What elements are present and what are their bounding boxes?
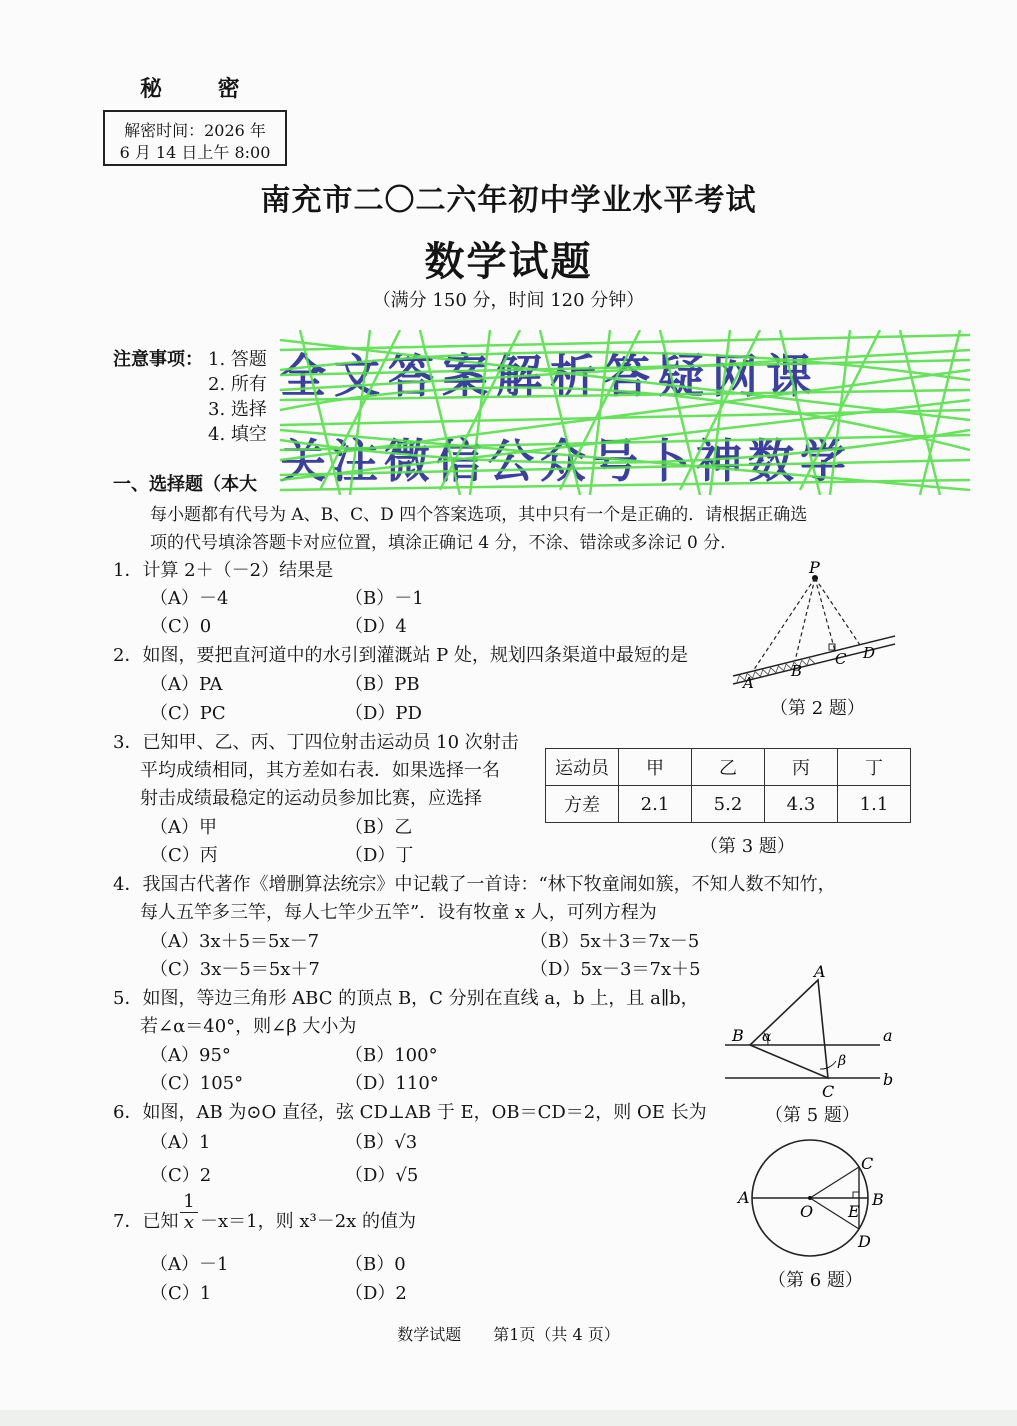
q4-option-a: （A）3x＋5＝5x－7 xyxy=(150,931,320,952)
q5-option-c: （C）105° xyxy=(150,1073,244,1094)
q7-fraction xyxy=(180,1192,198,1233)
fig5-angle-beta: β xyxy=(838,1053,847,1069)
fig6-label-e: E xyxy=(848,1202,860,1221)
q4-stem-2: 每人五竿多三竿，每人七竿少五竿”．设有牧童 x 人，可列方程为 xyxy=(140,902,657,923)
q7-option-d: （D）2 xyxy=(345,1283,407,1304)
q3-stem-1: 3．已知甲、乙、丙、丁四位射击运动员 10 次射击 xyxy=(113,732,519,753)
q3-caption: （第 3 题） xyxy=(700,836,795,857)
q6-stem: 6．如图，AB 为⊙O 直径，弦 CD⊥AB 于 E，OB＝CD＝2，则 OE 长为 xyxy=(113,1102,707,1123)
fig5-label-a: A xyxy=(814,965,826,981)
fig6-label-c: C xyxy=(861,1154,874,1173)
q2-option-d: （D）PD xyxy=(345,703,422,724)
table-cell: 1.1 xyxy=(838,786,911,823)
q2-option-c: （C）PC xyxy=(150,703,226,724)
fig6-label-b: B xyxy=(872,1190,884,1209)
note-item-3: 3. 选择 xyxy=(208,399,267,420)
table-cell: 5.2 xyxy=(692,786,765,823)
page-footer: 数学试题 第1页（共 4 页） xyxy=(397,1325,620,1344)
q4-stem-1: 4．我国古代著作《增删算法统宗》中记载了一首诗：“林下牧童闹如簇，不知人数不知竹， xyxy=(113,874,836,895)
q6-option-a: （A）1 xyxy=(150,1132,211,1153)
fig6-label-o: O xyxy=(800,1202,814,1221)
q3-option-b: （B）乙 xyxy=(345,817,413,838)
exam-title: 南充市二〇二六年初中学业水平考试 xyxy=(260,183,757,218)
table-row xyxy=(546,786,911,823)
q2-caption: （第 2 题） xyxy=(770,698,865,719)
q4-option-c: （C）3x－5＝5x＋7 xyxy=(150,959,320,980)
q6-caption: （第 6 题） xyxy=(768,1270,863,1291)
table-cell: 乙 xyxy=(692,749,765,786)
watermark xyxy=(280,330,970,495)
q7-option-c: （C）1 xyxy=(150,1283,212,1304)
table-cell: 运动员 xyxy=(546,749,619,786)
fig5-line-a: a xyxy=(883,1026,893,1045)
q6-option-b: （B）√3 xyxy=(345,1132,418,1153)
figure-q2 xyxy=(725,558,905,688)
q2-option-b: （B）PB xyxy=(345,674,420,695)
note-item-2: 2. 所有 xyxy=(208,374,267,395)
section-heading: 一、选择题（本大 xyxy=(113,474,257,495)
q5-stem-2: 若∠α＝40°，则∠β 大小为 xyxy=(140,1016,357,1037)
q7-option-b: （B）0 xyxy=(345,1254,406,1275)
variance-table xyxy=(545,748,911,823)
declassify-line-1: 解密时间：2026 年 xyxy=(124,121,266,140)
subject-title: 数学试题 xyxy=(424,238,593,285)
q3-option-c: （C）丙 xyxy=(150,845,218,866)
q1-stem: 1．计算 2＋（－2）结果是 xyxy=(113,560,334,581)
q5-option-d: （D）110° xyxy=(345,1073,439,1094)
notes-label: 注意事项： xyxy=(113,349,203,370)
table-cell: 丙 xyxy=(765,749,838,786)
q5-caption: （第 5 题） xyxy=(765,1105,860,1126)
watermark-line-2: 关注微信公众号卜神数学 xyxy=(280,434,852,488)
scribble-overlay xyxy=(280,330,970,495)
fig5-label-b: B xyxy=(732,1026,744,1045)
q5-stem-1: 5．如图，等边三角形 ABC 的顶点 B，C 分别在直线 a，b 上，且 a∥b， xyxy=(113,988,699,1009)
fig2-label-p: P xyxy=(809,558,820,577)
table-cell: 甲 xyxy=(619,749,692,786)
watermark-line-1: 全文答案解析答疑网课 xyxy=(280,349,820,403)
fig2-label-b: B xyxy=(791,662,803,680)
secret-mark: 秘 密 xyxy=(140,76,264,102)
declassify-line-2: 6 月 14 日上午 8:00 xyxy=(119,143,271,162)
q7-suffix: －x＝1，则 x³－2x 的值为 xyxy=(200,1211,417,1232)
q4-option-d: （D）5x－3＝7x＋5 xyxy=(530,959,701,980)
table-cell: 方差 xyxy=(546,786,619,823)
section-instruction-2: 项的代号填涂答题卡对应位置，填涂正确记 4 分，不涂、错涂或多涂记 0 分． xyxy=(150,533,738,553)
q5-option-b: （B）100° xyxy=(345,1045,438,1066)
q7-option-a: （A）－1 xyxy=(150,1254,229,1275)
q2-stem: 2．如图，要把直河道中的水引到灌溉站 P 处，规划四条渠道中最短的是 xyxy=(113,645,689,666)
q6-option-d: （D）√5 xyxy=(345,1165,419,1186)
q7-prefix: 7．已知 xyxy=(113,1211,179,1232)
section-instruction-1: 每小题都有代号为 A、B、C、D 四个答案选项，其中只有一个是正确的．请根据正确选 xyxy=(150,505,808,525)
exam-subtitle: （满分 150 分，时间 120 分钟） xyxy=(372,290,645,311)
q3-stem-2: 平均成绩相同，其方差如右表．如果选择一名 xyxy=(140,760,500,781)
q2-option-a: （A）PA xyxy=(150,674,223,695)
declassify-box xyxy=(103,110,287,166)
q7-fraction-numerator: 1 xyxy=(183,1191,195,1212)
note-item-1: 1. 答题 xyxy=(208,349,267,370)
fig2-label-d: D xyxy=(863,644,876,662)
q3-option-a: （A）甲 xyxy=(150,817,217,838)
q1-option-d: （D）4 xyxy=(345,616,407,637)
fig6-label-d: D xyxy=(858,1232,871,1251)
figure-q5 xyxy=(720,965,905,1100)
table-cell: 丁 xyxy=(838,749,911,786)
q6-option-c: （C）2 xyxy=(150,1165,212,1186)
q1-option-a: （A）－4 xyxy=(150,588,229,609)
figure-q6 xyxy=(730,1135,900,1270)
q5-option-a: （A）95° xyxy=(150,1045,231,1066)
q3-option-d: （D）丁 xyxy=(345,845,414,866)
q4-option-b: （B）5x＋3＝7x－5 xyxy=(530,931,700,952)
fig6-label-a: A xyxy=(738,1188,750,1207)
table-header-row xyxy=(546,749,911,786)
fig2-label-c: C xyxy=(835,650,847,668)
q1-option-b: （B）－1 xyxy=(345,588,424,609)
bottom-edge xyxy=(0,1410,1017,1426)
q7-fraction-denominator: x xyxy=(180,1212,198,1233)
table-cell: 4.3 xyxy=(765,786,838,823)
q1-option-c: （C）0 xyxy=(150,616,212,637)
fig5-line-b: b xyxy=(883,1070,894,1089)
table-cell: 2.1 xyxy=(619,786,692,823)
fig5-label-c: C xyxy=(822,1082,835,1100)
q3-stem-3: 射击成绩最稳定的运动员参加比赛，应选择 xyxy=(140,788,482,809)
fig5-angle-alpha: α xyxy=(762,1029,772,1045)
fig2-label-a: A xyxy=(743,674,754,688)
note-item-4: 4. 填空 xyxy=(208,424,267,445)
